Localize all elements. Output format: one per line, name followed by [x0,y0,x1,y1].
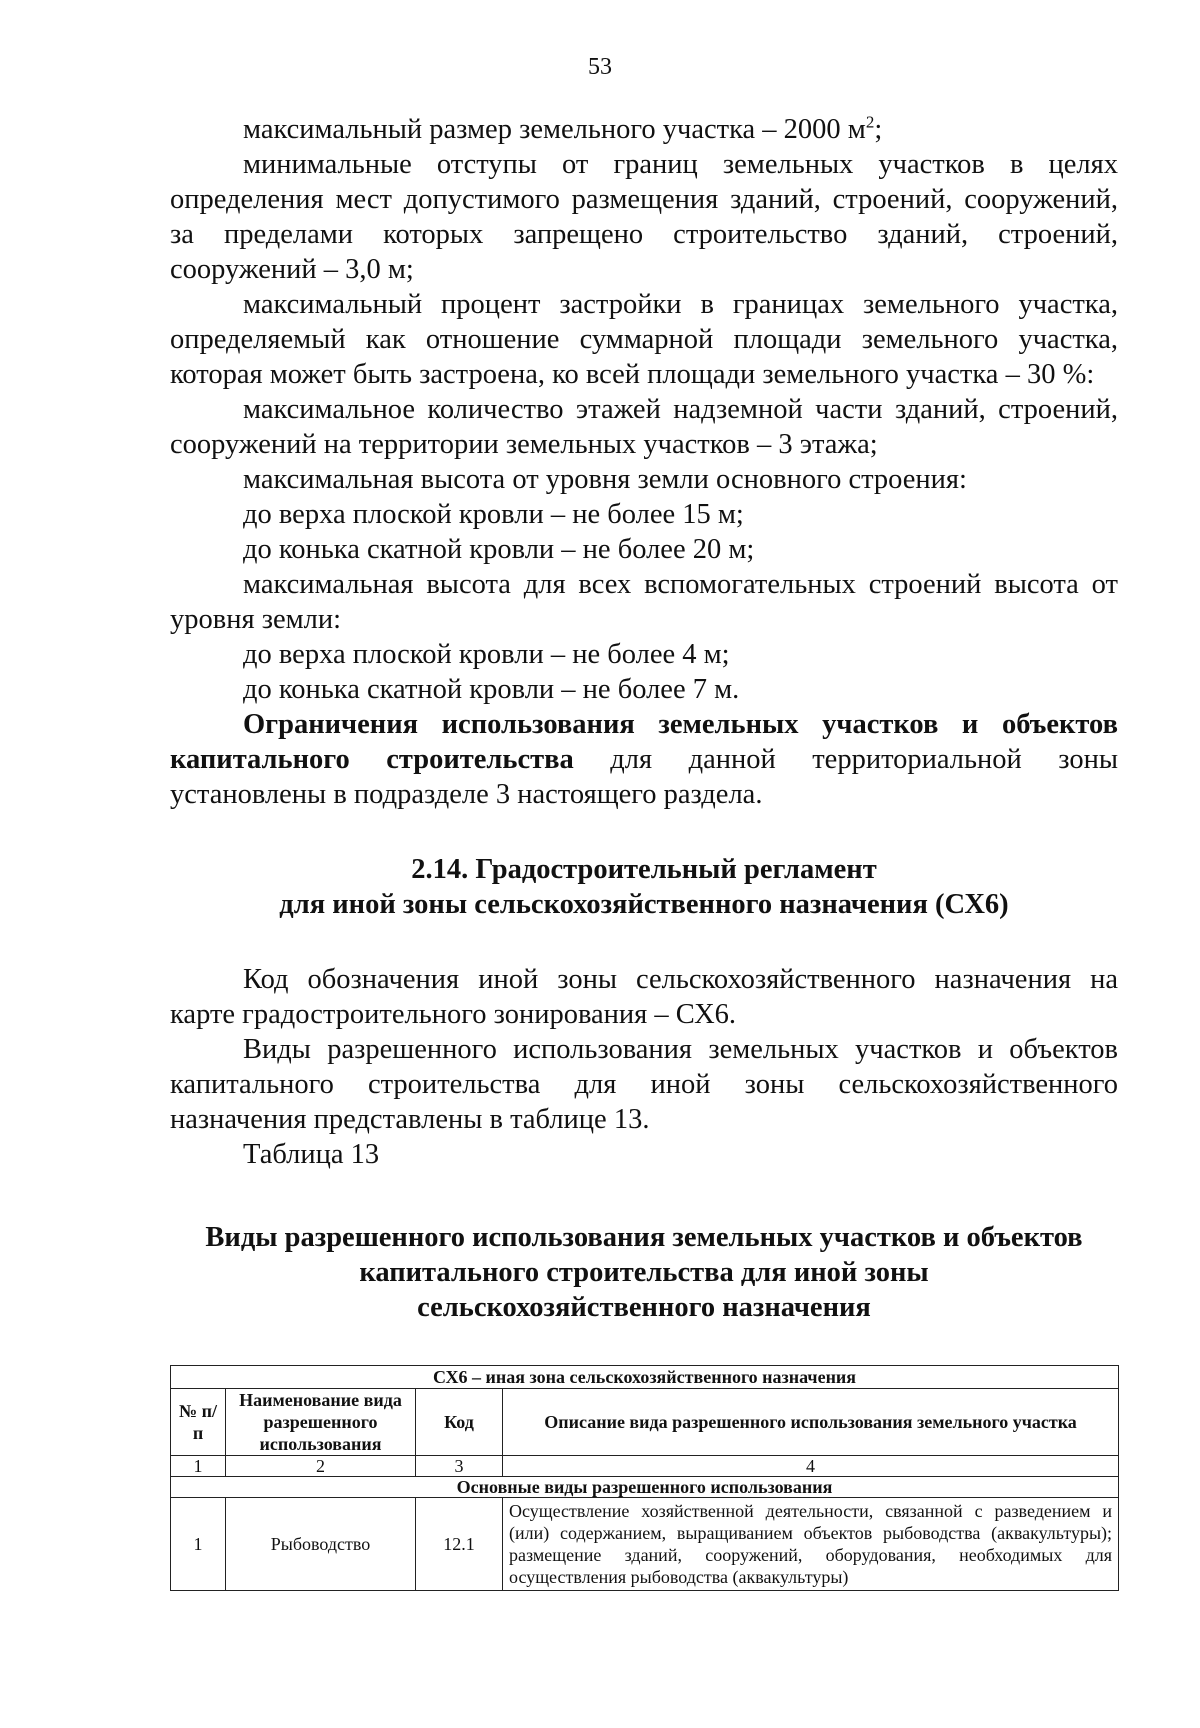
paragraph: до конька скатной кровли – не более 20 м; [243,534,755,565]
column-number: 1 [171,1456,226,1477]
paragraph: максимальное количество этажей надземной части зданий, строений, сооружений на территории земельных участков – 3 этажа; [170,394,1118,460]
section-title [170,852,1118,922]
column-number: 2 [226,1456,416,1477]
row-num: 1 [171,1498,226,1591]
table-row [171,1498,1119,1591]
zone-header-row [171,1366,1119,1389]
paragraph: максимальная высота для всех вспомогательных строений высота от уровня земли: [170,569,1118,635]
table-title-line: сельскохозяйственного назначения [417,1292,871,1323]
row-name: Рыбоводство [226,1498,416,1591]
header-num: № п/п [171,1389,226,1456]
document-body [170,112,1118,1591]
paragraph-text: максимальный размер земельного участка – 2000 м [243,114,866,145]
restriction-bold: Ограничения использования земельных участков и объектов капитального строительства [170,709,1118,775]
paragraph: максимальная высота от уровня земли основного строения: [243,464,967,495]
group-header: Основные виды разрешенного использования [171,1477,1119,1498]
table-label: Таблица 13 [243,1139,380,1170]
column-header-row [171,1389,1119,1456]
paragraph: Виды разрешенного использования земельных участков и объектов капитального строительства для иной зоны сельскохозяйственного назначения представлены в таблице 13. [170,1034,1118,1135]
paragraph-tail: ; [874,114,883,145]
row-code: 12.1 [416,1498,503,1591]
section-title-line: для иной зоны сельскохозяйственного назначения (СХ6) [279,889,1009,920]
table-title-line: капитального строительства для иной зоны [359,1257,929,1288]
zone-header: СХ6 – иная зона сельскохозяйственного назначения [171,1366,1119,1389]
table-title [170,1220,1118,1325]
group-header-row [171,1477,1119,1498]
column-number: 4 [503,1456,1119,1477]
restriction-rest: для данной территориальной зоны установлены в подразделе 3 настоящего раздела. [170,744,1118,810]
paragraph: до конька скатной кровли – не более 7 м. [243,674,740,705]
table-title-line: Виды разрешенного использования земельных участков и объектов [205,1222,1083,1253]
paragraph: максимальный процент застройки в границах земельного участка, определяемый как отношение суммарной площади земельного участка, которая может быть застроена, ко всей площади земельного участка – 30 %: [170,289,1118,390]
column-number: 3 [416,1456,503,1477]
row-desc: Осуществление хозяйственной деятельности, связанной с разведением и (или) содержанием, выращиванием объектов рыбоводства (аквакультуры); размещение зданий, сооружений, оборудования, необходимых для осуществления рыбоводства (аквакультуры) [503,1498,1119,1591]
paragraph: до верха плоской кровли – не более 4 м; [243,639,730,670]
permitted-uses-table [170,1365,1119,1591]
superscript: 2 [865,112,875,132]
header-code: Код [416,1389,503,1456]
section-title-line: 2.14. Градостроительный регламент [411,854,877,885]
paragraph: Код обозначения иной зоны сельскохозяйственного назначения на карте градостроительного зонирования – СХ6. [170,964,1118,1030]
header-name: Наименование вида разрешенного использования [226,1389,416,1456]
header-desc: Описание вида разрешенного использования земельного участка [503,1389,1119,1456]
column-number-row [171,1456,1119,1477]
paragraph: до верха плоской кровли – не более 15 м; [243,499,744,530]
paragraph [170,112,1118,147]
page-number: 53 [588,54,612,80]
restriction-paragraph [170,707,1118,812]
paragraph: минимальные отступы от границ земельных участков в целях определения мест допустимого размещения зданий, строений, сооружений, за пределами которых запрещено строительство зданий, строений, сооружений – 3,0 м; [170,149,1118,285]
